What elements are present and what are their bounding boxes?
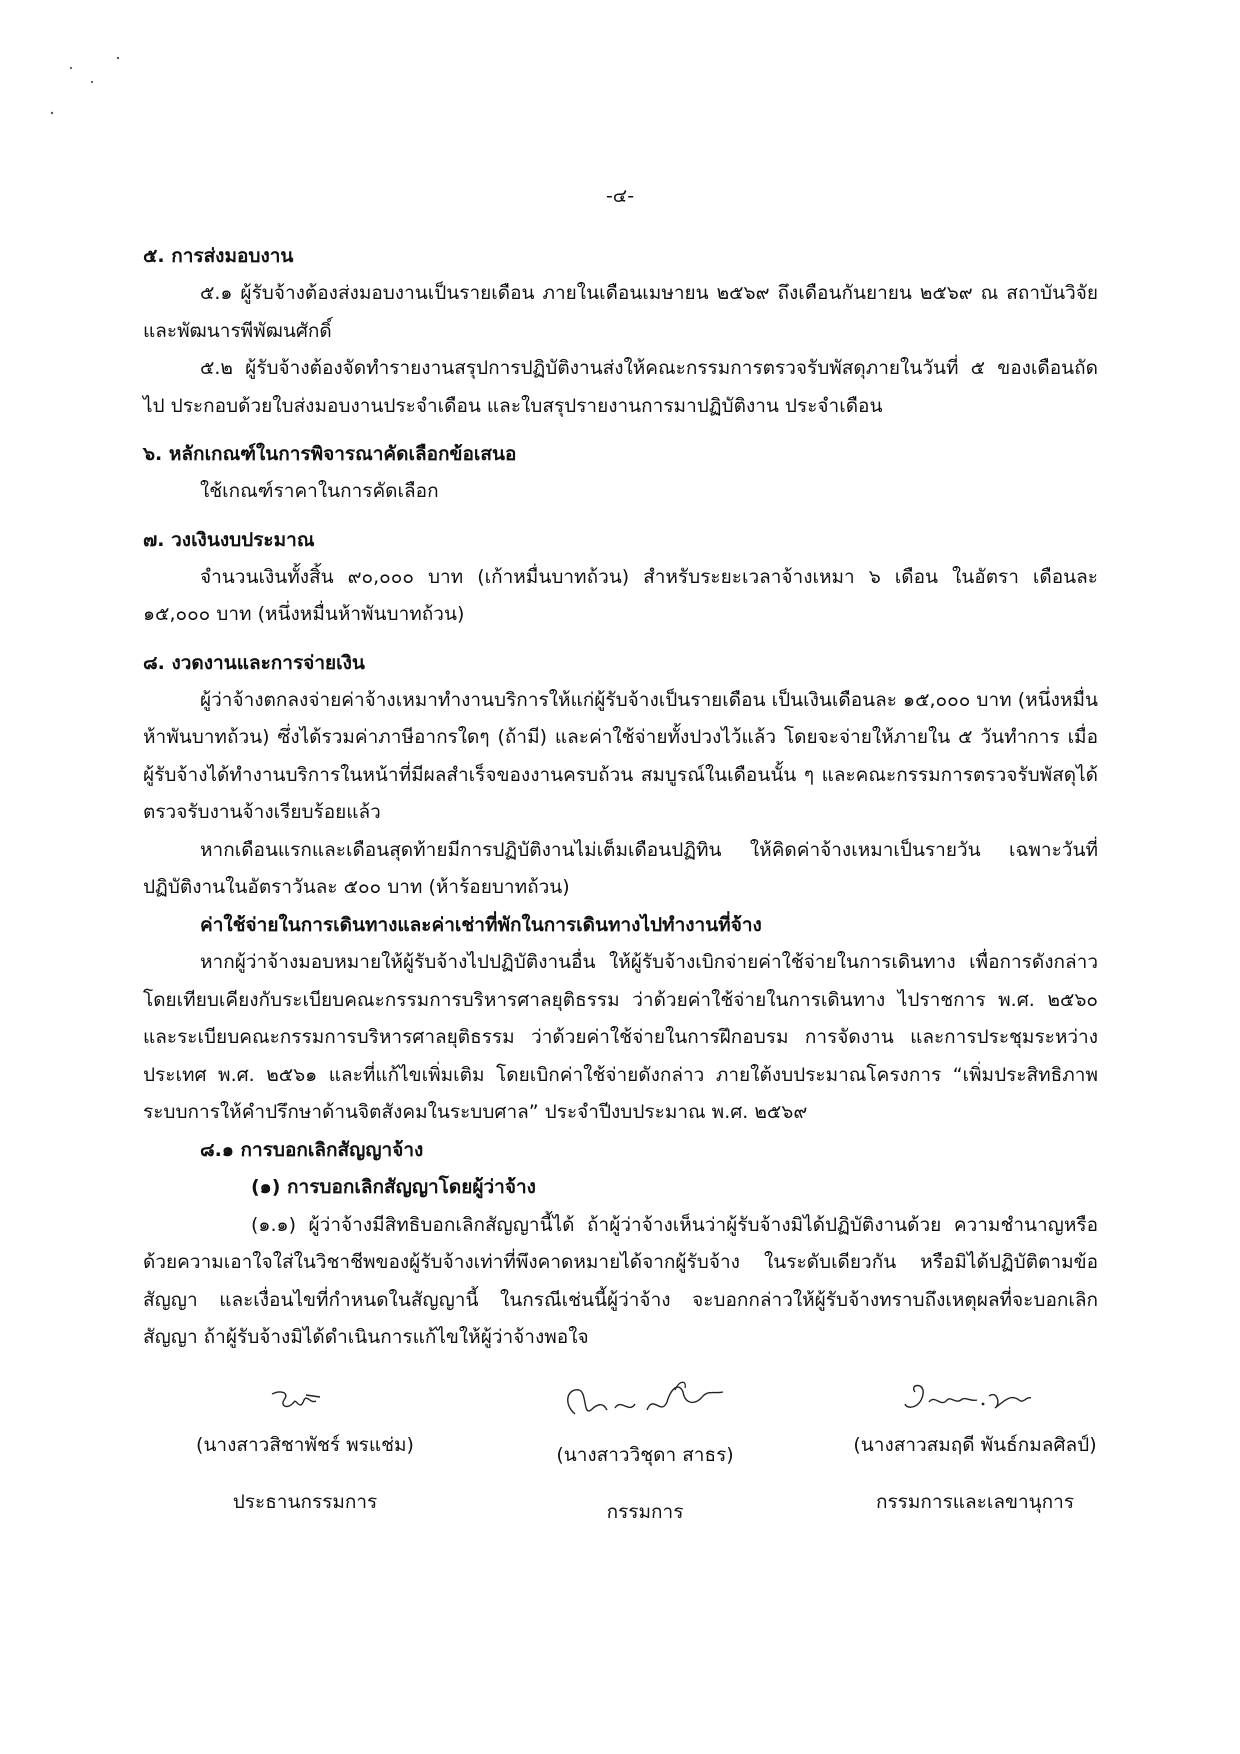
scan-specks: [0, 0, 140, 130]
section-8-partial-month-paragraph: หากเดือนแรกและเดือนสุดท้ายมีการปฏิบัติงานไม่เต็มเดือนปฏิทิน ให้คิดค่าจ้างเหมาเป็นรายวัน เฉพาะวันที่ปฏิบัติงานในอัตราวันละ ๕๐๐ บาท (ห้าร้อยบาทถ้วน): [143, 838, 1098, 898]
section-5-2-paragraph: ๕.๒ ผู้รับจ้างต้องจัดทำรายงานสรุปการปฏิบัติงานส่งให้คณะกรรมการตรวจรับพัสดุภายในวันที่ ๕ ของเดือนถัดไป ประกอบด้วยใบส่งมอบงานประจำเดือน และใบสรุปรายงานการมาปฏิบัติงาน ประจำเดือน: [143, 357, 1098, 417]
signature-committee-member: [535, 1374, 755, 1531]
signature-mark: [885, 1374, 1065, 1424]
travel-expenses-subheading: ค่าใช้จ่ายในการเดินทางและค่าเช่าที่พักในการเดินทางไปทำงานที่จ้าง: [200, 913, 762, 936]
signatory-role: กรรมการและเลขานุการ: [875, 1491, 1075, 1513]
section-5-1-paragraph: ๕.๑ ผู้รับจ้างต้องส่งมอบงานเป็นรายเดือน ภายในเดือนเมษายน ๒๕๖๙ ถึงเดือนกันยายน ๒๕๖๙ ณ สถาบันวิจัยและพัฒนารพีพัฒนศักดิ์: [143, 282, 1098, 342]
section-5-heading: ๕. การส่งมอบงาน: [143, 245, 294, 267]
travel-expenses-paragraph: หากผู้ว่าจ้างมอบหมายให้ผู้รับจ้างไปปฏิบัติงานอื่น ให้ผู้รับจ้างเบิกจ่ายค่าใช้จ่ายในการเดินทาง เพื่อการดังกล่าวโดยเทียบเคียงกับระเบียบคณะกรรมการบริหารศาลยุติธรรม ว่าด้วยค่าใช้จ่ายในการเดินทาง ไปราชการ พ.ศ. ๒๕๖๐ และระเบียบคณะกรรมการบริหารศาลยุติธรรม ว่าด้วยค่าใช้จ่ายในการฝึกอบรม การจัดงาน และการประชุมระหว่างประเทศ พ.ศ. ๒๕๖๑ และที่แก้ไขเพิ่มเติม โดยเบิกค่าใช้จ่ายดังกล่าว ภายใต้งบประมาณโครงการ “เพิ่มประสิทธิภาพระบบการให้คำปรึกษาด้านจิตสังคมในระบบศาล” ประจำปีงบประมาณ พ.ศ. ๒๕๖๙: [143, 951, 1098, 1123]
section-7-paragraph: จำนวนเงินทั้งสิ้น ๙๐,๐๐๐ บาท (เก้าหมื่นบาทถ้วน) สำหรับระยะเวลาจ้างเหมา ๖ เดือน ในอัตรา เดือนละ ๑๕,๐๐๐ บาท (หนึ่งหมื่นห้าพันบาทถ้วน): [143, 565, 1098, 625]
signature-chairman: [170, 1374, 440, 1521]
section-6-heading: ๖. หลักเกณฑ์ในการพิจารณาคัดเลือกข้อเสนอ: [143, 443, 517, 465]
signatory-name: (นางสาววิชุดา สาธร): [556, 1444, 734, 1466]
section-8-payment-paragraph: ผู้ว่าจ้างตกลงจ่ายค่าจ้างเหมาทำงานบริการให้แก่ผู้รับจ้างเป็นรายเดือน เป็นเงินเดือนละ ๑๕,๐๐๐ บาท (หนึ่งหมื่นห้าพันบาทถ้วน) ซึ่งได้รวมค่าภาษีอากรใดๆ (ถ้ามี) และค่าใช้จ่ายทั้งปวงไว้แล้ว โดยจะจ่ายให้ภายใน ๕ วันทำการ เมื่อผู้รับจ้างได้ทำงานบริการในหน้าที่มีผลสำเร็จของงานครบถ้วน สมบูรณ์ในเดือนนั้น ๆ และคณะกรรมการตรวจรับพัสดุได้ตรวจรับงานจ้างเรียบร้อยแล้ว: [143, 688, 1098, 823]
signatory-role: กรรมการ: [606, 1501, 684, 1523]
section-7-heading: ๗. วงเงินงบประมาณ: [143, 528, 315, 551]
section-8-heading: ๘. งวดงานและการจ่ายเงิน: [143, 651, 365, 674]
section-6-paragraph: ใช้เกณฑ์ราคาในการคัดเลือก: [200, 480, 439, 502]
page-number: -๔-: [605, 185, 635, 207]
signature-secretary: [845, 1374, 1105, 1521]
signatory-role: ประธานกรรมการ: [232, 1491, 378, 1513]
signature-block: [0, 1374, 1240, 1674]
section-8-1-heading: ๘.๑ การบอกเลิกสัญญาจ้าง: [200, 1138, 424, 1161]
signature-mark: [260, 1374, 350, 1424]
signatory-name: (นางสาวสิชาพัชร์ พรแช่ม): [196, 1434, 414, 1456]
signatory-name: (นางสาวสมฤดี พันธ์กมลศิลป์): [853, 1434, 1097, 1456]
termination-by-employer-heading: (๑) การบอกเลิกสัญญาโดยผู้ว่าจ้าง: [251, 1176, 536, 1198]
termination-clause-1-1: (๑.๑) ผู้ว่าจ้างมีสิทธิบอกเลิกสัญญานี้ได้ ถ้าผู้ว่าจ้างเห็นว่าผู้รับจ้างมิได้ปฏิบัติงานด้วย ความชำนาญหรือด้วยความเอาใจใส่ในวิชาชีพของผู้รับจ้างเท่าที่พึงคาดหมายได้จากผู้รับจ้าง ในระดับเดียวกัน หรือมิได้ปฏิบัติตามข้อสัญญา และเงื่อนไขที่กำหนดในสัญญานี้ ในกรณีเช่นนี้ผู้ว่าจ้าง จะบอกกล่าวให้ผู้รับจ้างทราบถึงเหตุผลที่จะบอกเลิกสัญญา ถ้าผู้รับจ้างมิได้ดำเนินการแก้ไขให้ผู้ว่าจ้างพอใจ: [143, 1213, 1098, 1348]
signature-mark: [545, 1374, 745, 1434]
document-body: [143, 237, 1098, 1357]
